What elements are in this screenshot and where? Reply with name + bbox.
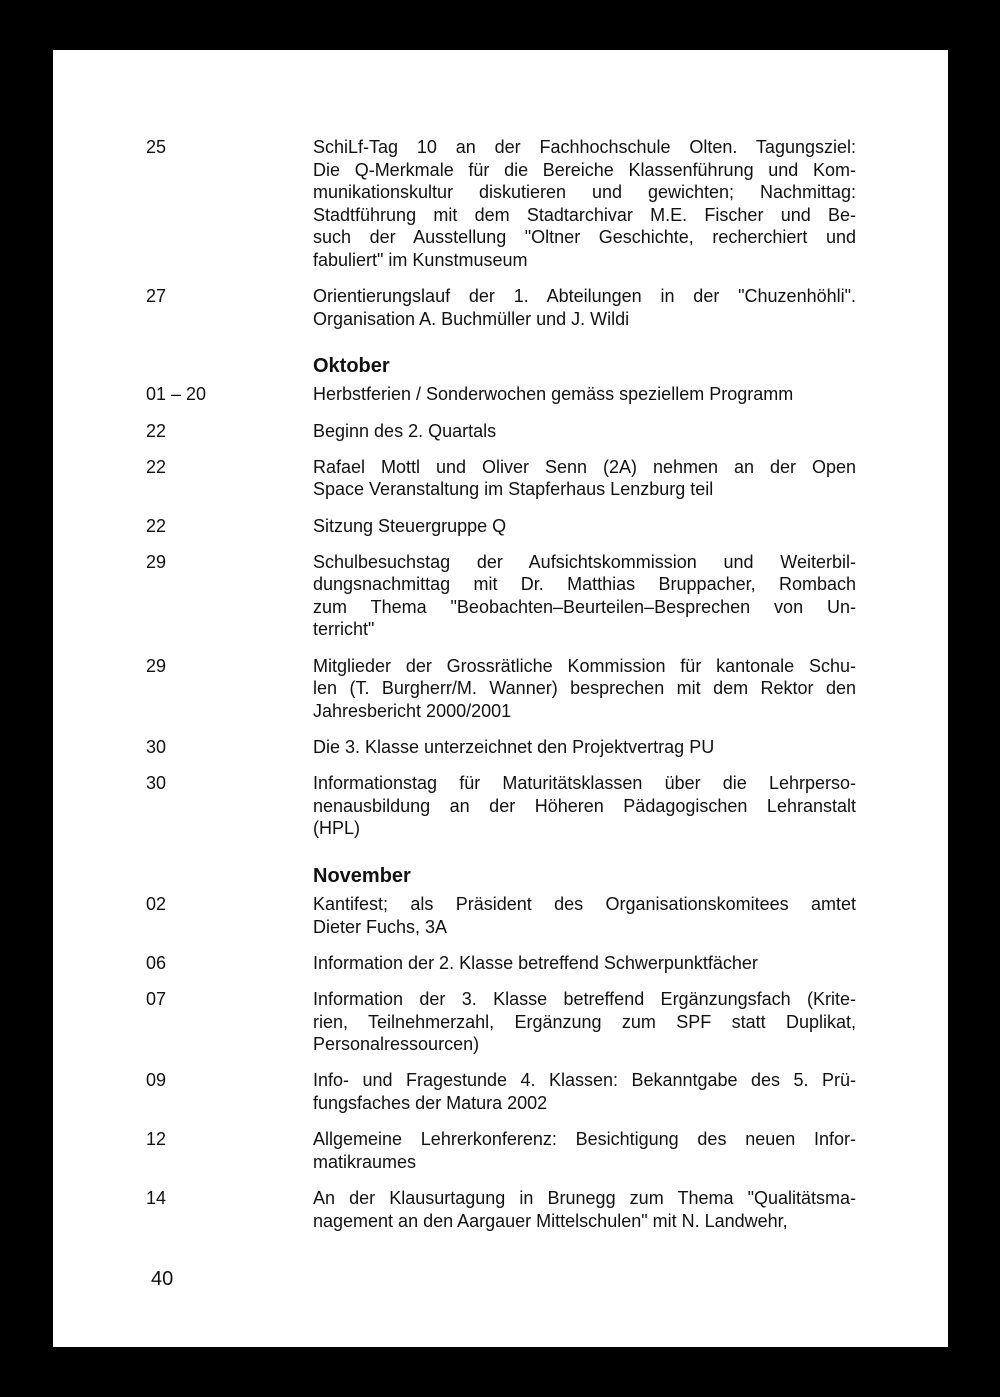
entry-date: 27 [146,286,167,307]
entry-date: 12 [146,1129,167,1150]
chronicle-entry [146,285,856,330]
entry-text [313,515,856,538]
entry-line: Jahresbericht 2000/2001 [313,700,512,721]
entry-line: munikationskultur diskutieren und gewichten; Nachmittag: [313,182,856,203]
entry-date: 29 [146,655,167,676]
entry-text [313,383,856,406]
entry-line: SchiLf-Tag 10 an der Fachhochschule Olten. Tagungsziel: [313,137,856,157]
entry-date: 22 [146,515,167,536]
entry-date: 06 [146,952,167,973]
entry-line: Information der 3. Klasse betreffend Ergänzungsfach (Krite- [313,988,856,1009]
entry-text [313,456,856,501]
entry-line: Die Q-Merkmale für die Bereiche Klassenführung und Kom- [313,159,856,180]
entry-text [313,1069,856,1114]
entry-date: 01 – 20 [146,384,207,405]
entry-line: Dieter Fuchs, 3A [313,916,448,937]
entry-date: 30 [146,737,167,758]
entry-line: Orientierungslauf der 1. Abteilungen in der "Chuzenhöhli". [313,286,856,307]
chronicle-entry [146,988,856,1056]
chronicle-entry [146,1128,856,1173]
entry-text [313,420,856,443]
chronicle-entry [146,136,856,272]
entry-line: Herbstferien / Sonderwochen gemäss speziellem Programm [313,384,794,405]
chronicle-entry [146,1069,856,1114]
entry-date: 29 [146,551,167,572]
entry-line: Info- und Fragestunde 4. Klassen: Bekanntgabe des 5. Prü- [313,1070,856,1091]
entry-line: Stadtführung mit dem Stadtarchivar M.E. Fischer und Be- [313,204,856,225]
chronicle-entry [146,952,856,975]
entry-text [313,952,856,975]
entry-text [313,772,856,840]
entry-line: Mitglieder der Grossrätliche Kommission für kantonale Schu- [313,655,856,676]
chronicle-list [146,136,856,1232]
entry-line: Schulbesuchstag der Aufsichtskommission und Weiterbil- [313,551,856,572]
entry-line: Informationstag für Maturitätsklassen über die Lehrperso- [313,773,856,794]
entry-line: terricht" [313,619,375,640]
month-heading: Oktober [313,355,390,378]
chronicle-entry [146,736,856,759]
entry-line: dungsnachmittag mit Dr. Matthias Bruppacher, Rombach [313,574,856,595]
entry-text [313,988,856,1056]
chronicle-entry [146,893,856,938]
entry-line: Rafael Mottl und Oliver Senn (2A) nehmen an der Open [313,456,856,477]
entry-line: such der Ausstellung "Oltner Geschichte, recherchiert und [313,227,856,248]
entry-date: 07 [146,988,167,1009]
entry-line: Kantifest; als Präsident des Organisationskomitees amtet [313,894,856,914]
entry-line: Organisation A. Buchmüller und J. Wildi [313,308,630,329]
entry-date: 22 [146,420,167,441]
entry-line: fungsfaches der Matura 2002 [313,1092,548,1113]
entry-date: 14 [146,1187,167,1208]
entry-text [313,136,856,272]
chronicle-entry [146,551,856,641]
entry-line: Allgemeine Lehrerkonferenz: Besichtigung des neuen Infor- [313,1129,856,1150]
entry-text [313,1128,856,1173]
entry-line: nagement an den Aargauer Mittelschulen" mit N. Landwehr, [313,1210,788,1231]
entry-text [313,1187,856,1232]
entry-line: (HPL) [313,818,361,839]
chronicle-entry [146,772,856,840]
entry-text [313,893,856,938]
entry-line: Information der 2. Klasse betreffend Schwerpunktfächer [313,952,758,973]
entry-line: fabuliert" im Kunstmuseum [313,249,528,270]
chronicle-entry [146,655,856,723]
entry-date: 30 [146,773,167,794]
entry-line: matikraumes [313,1151,417,1172]
entry-line: len (T. Burgherr/M. Wanner) besprechen mit dem Rektor den [313,678,856,699]
entry-line: Die 3. Klasse unterzeichnet den Projektvertrag PU [313,737,715,758]
entry-line: Personalressourcen) [313,1034,480,1055]
page-number: 40 [151,1268,174,1290]
entry-date: 25 [146,137,167,157]
entry-line: zum Thema "Beobachten–Beurteilen–Besprechen von Un- [313,596,856,617]
entry-line: Beginn des 2. Quartals [313,420,497,441]
document-page [53,50,948,1347]
entry-date: 22 [146,456,167,477]
entry-text [313,736,856,759]
entry-date: 09 [146,1070,167,1091]
month-heading: November [313,865,411,887]
entry-line: Space Veranstaltung im Stapferhaus Lenzburg teil [313,479,714,500]
chronicle-entry [146,383,856,406]
chronicle-entry [146,420,856,443]
entry-line: An der Klausurtagung in Brunegg zum Thema "Qualitätsma- [313,1187,856,1208]
chronicle-entry [146,1187,856,1232]
entry-line: nenausbildung an der Höheren Pädagogischen Lehranstalt [313,795,856,816]
chronicle-entry [146,515,856,538]
chronicle-entry [146,456,856,501]
entry-line: rien, Teilnehmerzahl, Ergänzung zum SPF statt Duplikat, [313,1011,856,1032]
entry-text [313,551,856,641]
entry-text [313,655,856,723]
entry-date: 02 [146,894,167,914]
entry-text [313,285,856,330]
entry-line: Sitzung Steuergruppe Q [313,515,507,536]
